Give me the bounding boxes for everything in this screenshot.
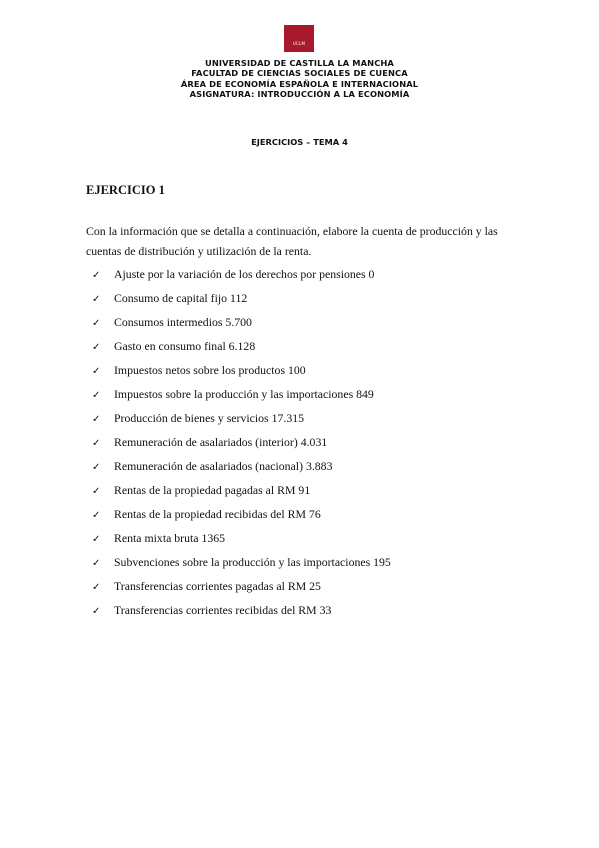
list-item [92,362,306,378]
list-item-label: Remuneración de asalariados (nacional) 3.883 [114,459,333,473]
check-icon: ✓ [92,486,101,497]
intro-line: Con la información que se detalla a continuación, elabore la cuenta de producción y las [86,224,498,238]
list-item-label: Rentas de la propiedad recibidas del RM 76 [114,507,321,521]
header-faculty: FACULTAD DE CIENCIAS SOCIALES DE CUENCA [191,68,408,79]
list-item [92,602,331,618]
check-icon: ✓ [92,606,101,617]
list-item [92,290,247,306]
list-item-label: Subvenciones sobre la producción y las importaciones 195 [114,555,391,569]
list-item [92,554,391,570]
list-item [92,458,332,474]
exercise-title: EJERCICIO 1 [86,183,165,197]
header-university: UNIVERSIDAD DE CASTILLA LA MANCHA [205,58,394,68]
check-icon: ✓ [92,270,101,281]
list-item [92,506,321,522]
list-item-label: Gasto en consumo final 6.128 [114,339,256,353]
list-item-label: Producción de bienes y servicios 17.315 [114,411,305,425]
list-item-label: Renta mixta bruta 1365 [114,531,226,545]
check-icon: ✓ [92,342,101,353]
list-item-label: Consumo de capital fijo 112 [114,291,248,305]
header-area: ÁREA DE ECONOMÍA ESPAÑOLA E INTERNACIONAL [180,78,419,89]
check-icon: ✓ [92,294,101,305]
university-logo [284,25,314,52]
list-item [92,266,374,282]
list-item-label: Ajuste por la variación de los derechos por pensiones 0 [114,267,375,281]
document-subtitle: EJERCICIOS – TEMA 4 [251,137,348,147]
list-item-label: Impuestos sobre la producción y las importaciones 849 [114,387,374,401]
check-icon: ✓ [92,534,101,545]
list-item-label: Transferencias corrientes recibidas del RM 33 [114,603,332,617]
check-icon: ✓ [92,390,101,401]
list-item [92,530,225,546]
logo-text: UCLM [292,41,306,46]
list-item [92,482,310,498]
list-item [92,386,374,402]
check-icon: ✓ [92,318,101,329]
check-icon: ✓ [92,366,101,377]
list-item [92,410,304,426]
list-item [92,434,327,450]
list-item [92,578,321,594]
document-header [0,58,599,99]
list-item [92,338,255,354]
list-item-label: Consumos intermedios 5.700 [114,315,252,329]
check-icon: ✓ [92,462,101,473]
check-icon: ✓ [92,414,101,425]
check-icon: ✓ [92,438,101,449]
list-item-label: Transferencias corrientes pagadas al RM 25 [114,579,321,593]
check-icon: ✓ [92,582,101,593]
check-icon: ✓ [92,558,101,569]
list-item-label: Rentas de la propiedad pagadas al RM 91 [114,483,311,497]
exercise-intro [86,222,516,261]
list-item-label: Remuneración de asalariados (interior) 4.031 [114,435,328,449]
header-subject: ASIGNATURA: INTRODUCCIÓN A LA ECONOMÍA [189,88,410,99]
intro-line: cuentas de distribución y utilización de la renta. [86,243,312,258]
check-icon: ✓ [92,510,101,521]
list-item [92,314,252,330]
list-item-label: Impuestos netos sobre los productos 100 [114,363,306,377]
